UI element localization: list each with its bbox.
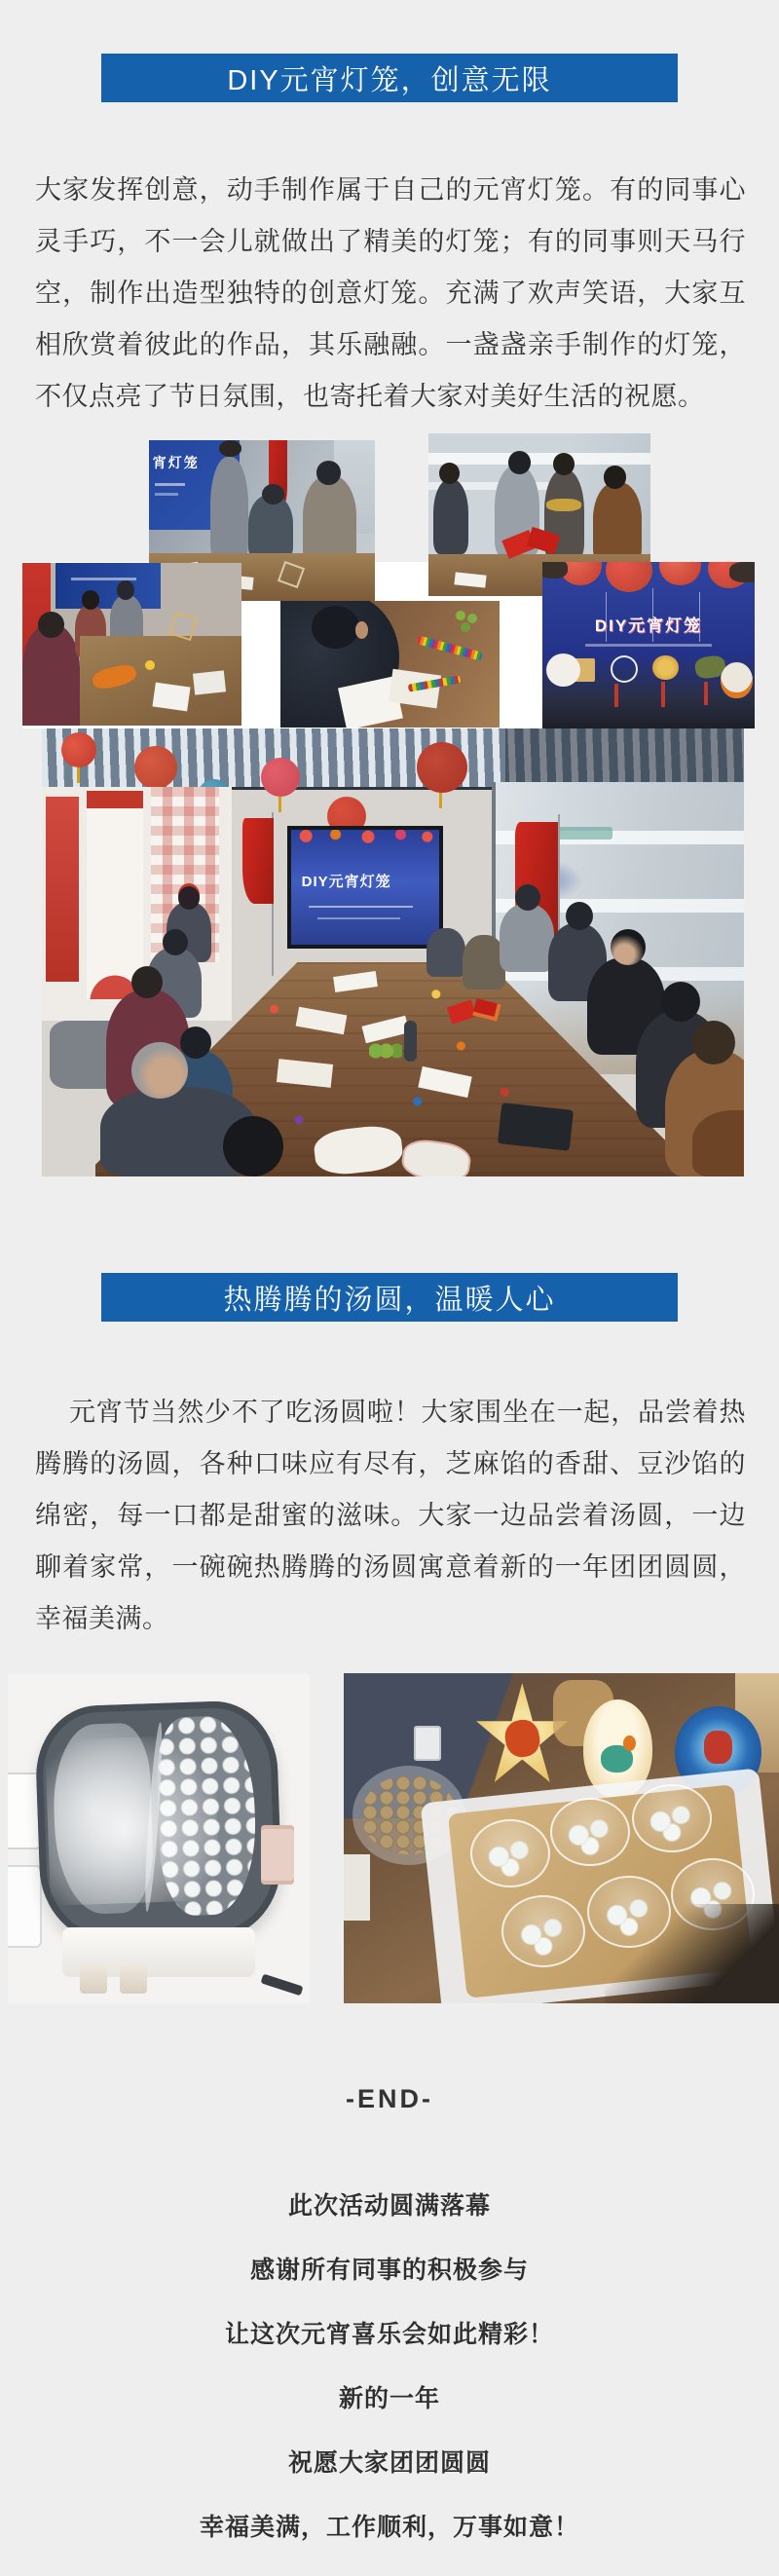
- cooker-knob: [80, 1963, 107, 1993]
- pink-lantern-icon: [261, 758, 300, 797]
- section1-banner: [101, 54, 678, 102]
- person-head: [604, 466, 626, 488]
- person-head: [439, 463, 460, 484]
- slide-subtext-line: [317, 917, 400, 919]
- person-head: [82, 590, 99, 610]
- backdrop-subtext-line: [585, 644, 713, 647]
- tv-screen-text: DIY元宵灯笼: [301, 874, 391, 891]
- person-head: [566, 902, 593, 930]
- person-head: [219, 440, 241, 457]
- tissue-box: [498, 1102, 574, 1151]
- red-tassel: [661, 682, 665, 707]
- red-wall-banner: [46, 797, 79, 982]
- colored-pencils: [416, 636, 482, 661]
- projection-screen-text: 宵灯笼: [152, 454, 200, 470]
- person-silhouette: [593, 482, 642, 564]
- tv-screen-small: [56, 563, 161, 609]
- star-lantern-art: [502, 1717, 542, 1760]
- craft-paper: [455, 572, 487, 588]
- china-flag: [242, 818, 274, 904]
- dragon-art-dot: [623, 1736, 636, 1751]
- person-head: [508, 451, 531, 473]
- lion-lantern: [721, 662, 753, 699]
- slide-lantern-art: [291, 830, 439, 845]
- section2-paragraph: 元宵节当然少不了吃汤圆啦！大家围坐在一起，品尝着热腾腾的汤圆，各种口味应有尽有，芝麻馅的香甜、豆沙馅的绵密，每一口都是甜蜜的滋味。大家一边品尝着汤圆，一边聊着家常，一碗碗热腾腾的汤圆寓意着新的一年团团圆圆，幸福美满。: [35, 1398, 746, 1633]
- red-lantern-icon: [417, 742, 467, 793]
- photo-tangyuan-cups[interactable]: [344, 1673, 779, 2003]
- tv-frame: [287, 826, 443, 949]
- screen-subtext-line: [155, 493, 178, 496]
- red-tassel: [614, 684, 618, 707]
- green-apples: [369, 1042, 402, 1060]
- thermos-bottle: [404, 1021, 417, 1062]
- backdrop-title: DIY元宵灯笼: [594, 616, 703, 636]
- end-label: -END-: [346, 2084, 433, 2113]
- person-head: [180, 1027, 211, 1059]
- steam: [45, 1735, 219, 1906]
- power-cord: [261, 1974, 304, 1997]
- cooking-pot: [34, 1699, 283, 1945]
- person-silhouette: [210, 457, 248, 563]
- section1-paragraph: 大家发挥创意，动手制作属于自己的元宵灯笼。有的同事心灵手巧，不一会儿就做出了精美的灯笼；有的同事则天马行空，制作出造型独特的创意灯笼。充满了欢声笑语，大家互相欣赏着彼此的作品，其乐融融。一盏盏亲手制作的灯笼，不仅点亮了节日氛围，也寄托着大家对美好生活的祝愿。: [35, 175, 746, 411]
- person-face: [355, 621, 369, 639]
- footer-line: 感谢所有同事的积极参与: [249, 2257, 529, 2284]
- section2-banner: [101, 1273, 678, 1322]
- tv-screen: [291, 830, 439, 945]
- collage-photo-stage-backdrop[interactable]: [542, 562, 755, 728]
- person-head: [692, 1021, 735, 1064]
- boy-head: [611, 929, 646, 965]
- collage-photo-man-sketching[interactable]: [280, 601, 500, 728]
- wall-poster: [87, 791, 143, 999]
- footer-lines: [0, 2174, 779, 2559]
- person-silhouette: [500, 904, 554, 972]
- person-head: [178, 886, 200, 910]
- person-silhouette: [22, 624, 80, 726]
- person-head: [163, 929, 188, 955]
- cooker-knob: [120, 1963, 147, 1993]
- red-lantern-icon: [659, 562, 702, 585]
- footer-line: 幸福美满，工作顺利，万事如意！: [199, 2514, 579, 2541]
- ceiling-dark-section: [505, 728, 744, 787]
- screen-subtext-line: [155, 483, 186, 486]
- scarf: [546, 499, 581, 511]
- tangyuan-cup: [632, 1784, 712, 1852]
- dark-corner: [605, 1904, 779, 2003]
- person-head: [131, 966, 163, 998]
- tangyuan-cup: [550, 1798, 630, 1866]
- footer-line: 祝愿大家团团圆圆: [287, 2449, 491, 2477]
- person-head: [661, 982, 700, 1022]
- frosted-glass-strip: [428, 453, 650, 465]
- tray-edge: [344, 1854, 370, 1921]
- snack-bag: [152, 683, 190, 712]
- footer-line: 让这次元宵喜乐会如此精彩！: [224, 2321, 554, 2348]
- photo-tangyuan-pot[interactable]: [8, 1674, 310, 2003]
- cooker-side-panel: [261, 1825, 294, 1885]
- person-silhouette: [427, 928, 465, 977]
- person-silhouette: [433, 479, 468, 554]
- group-photo[interactable]: [42, 728, 744, 1176]
- section2-banner-label: 热腾腾的汤圆，温暖人心: [223, 1284, 556, 1316]
- lantern-illustration: [611, 655, 638, 683]
- green-apples: [456, 611, 465, 620]
- person-head: [262, 484, 284, 504]
- wall-outlet: [414, 1726, 441, 1761]
- lantern-illustration: [652, 655, 678, 681]
- red-lantern-icon: [61, 732, 96, 767]
- slide-subtext-line: [309, 906, 412, 908]
- footer-line: 新的一年: [338, 2385, 440, 2412]
- section1-banner-label: DIY元宵灯笼，创意无限: [227, 64, 552, 96]
- plastic-container: [8, 1865, 42, 1948]
- elderly-man-head: [131, 1042, 188, 1099]
- snack-bag: [192, 670, 225, 694]
- tangyuan-cup: [470, 1819, 550, 1887]
- rabbit-lantern: [546, 653, 580, 687]
- hand-holding-stick: [729, 562, 755, 582]
- red-tassel: [704, 682, 708, 705]
- red-lantern-icon: [606, 562, 652, 592]
- person-head: [312, 606, 360, 649]
- red-lantern-icon: [134, 746, 177, 789]
- tangyuan-cup: [501, 1895, 585, 1967]
- painted-building-art: [704, 1731, 732, 1764]
- person-head: [515, 884, 540, 911]
- person-silhouette: [248, 495, 293, 559]
- hand-holding-stick: [542, 562, 568, 579]
- footer-line: 此次活动圆满落幕: [287, 2192, 491, 2220]
- person-head: [117, 580, 134, 600]
- person-head: [38, 612, 64, 638]
- person-head: [223, 1116, 283, 1176]
- collage-photo-kids-crafting[interactable]: [22, 563, 241, 726]
